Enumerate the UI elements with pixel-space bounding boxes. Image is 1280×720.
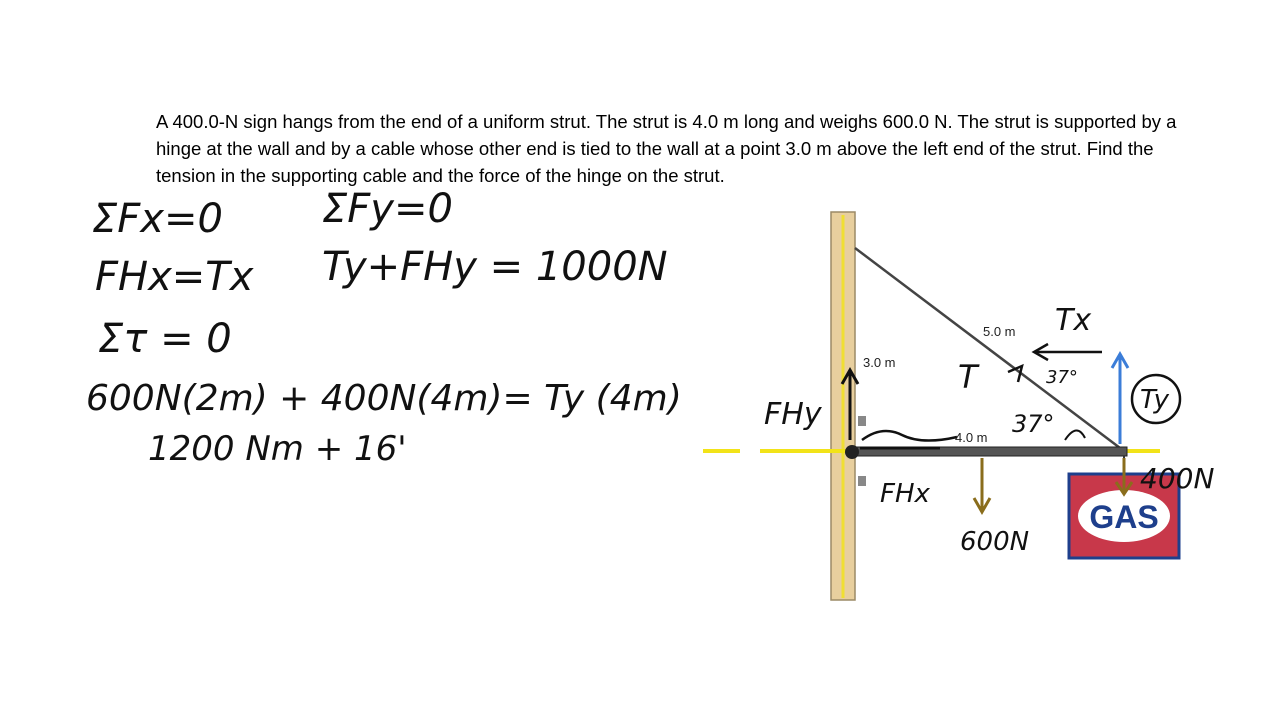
- cable: [855, 248, 1124, 451]
- angle-arc: [1065, 430, 1085, 440]
- fhy-label: FHy: [764, 397, 822, 432]
- fhx-equals-tx: FHx=Tx: [95, 254, 254, 300]
- strut-weight-label: 600N: [960, 527, 1030, 557]
- vertical-balance-equation: Ty+FHy = 1000N: [322, 244, 668, 290]
- ty-label: Ty: [1140, 385, 1170, 415]
- hinge-bracket-bottom: [858, 476, 866, 486]
- sign-weight-label: 400N: [1140, 462, 1215, 495]
- tension-arrow-mark: [1008, 366, 1022, 382]
- problem-statement: A 400.0-N sign hangs from the end of a uniform strut. The strut is 4.0 m long and weighs 600.0 N. The strut is supported by a hinge at the wall and by a cable whose other end is tied to the wall at a point 3.0 m above the left end of the strut. Find the tension in the supporting cable and the force of the hinge on the strut.: [156, 111, 1177, 186]
- angle-upper-label: 37°: [1046, 367, 1078, 388]
- torque-balance-equation: 600N(2m) + 400N(4m)= Ty (4m): [86, 378, 682, 419]
- hinge-bracket-top: [858, 416, 866, 426]
- sum-fy-equation: ΣFy=0: [322, 186, 453, 232]
- fhx-scribble: [862, 431, 957, 441]
- tension-label: T: [958, 358, 978, 396]
- sum-fx-equation: ΣFx=0: [92, 196, 223, 242]
- partial-computation: 1200 Nm + 16': [148, 429, 407, 469]
- angle-lower-label: 37°: [1012, 410, 1055, 438]
- sign-text: GAS: [1089, 499, 1159, 535]
- hinge: [845, 445, 859, 459]
- tx-label: Tx: [1055, 303, 1092, 338]
- handwritten-equations: [86, 186, 682, 469]
- wall-height-label: 3.0 m: [863, 355, 896, 370]
- sum-torque-equation: Στ = 0: [98, 316, 232, 362]
- cable-length-label: 5.0 m: [983, 324, 1016, 339]
- fhx-label: FHx: [880, 479, 930, 509]
- strut-length-label: 4.0 m: [955, 430, 988, 445]
- strut-diagram: [703, 212, 1214, 600]
